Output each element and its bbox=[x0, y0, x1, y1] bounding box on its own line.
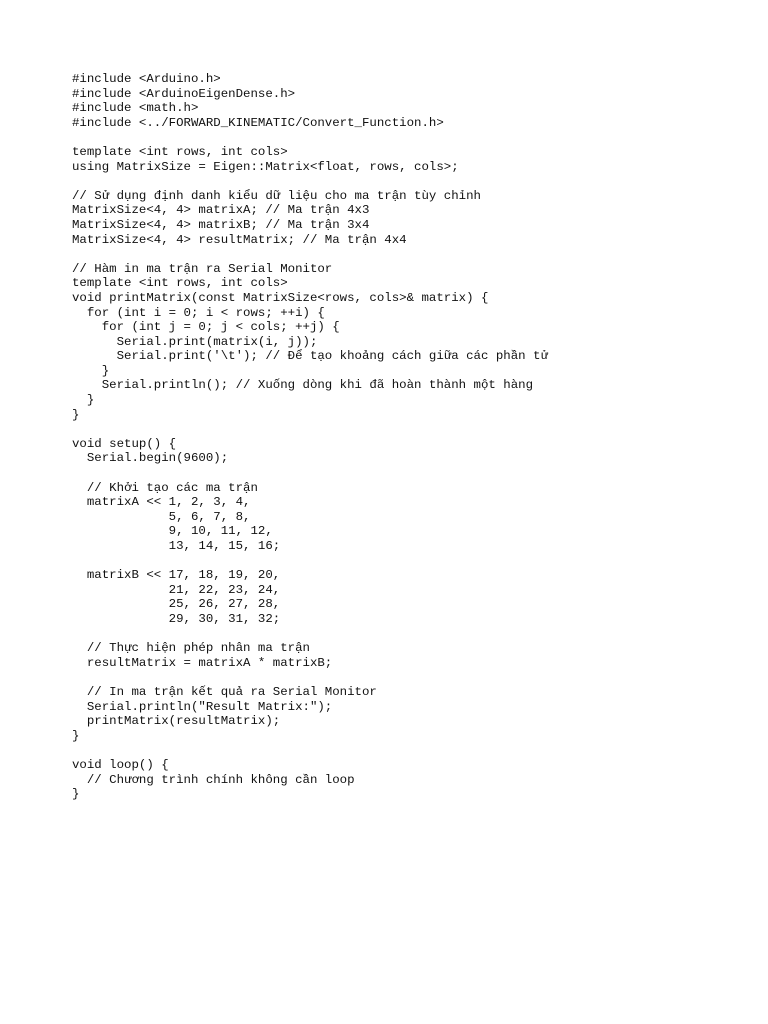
code-line bbox=[72, 247, 548, 262]
code-line: // Sử dụng định danh kiểu dữ liệu cho ma trận tùy chỉnh bbox=[72, 188, 481, 203]
code-line: #include <Arduino.h> bbox=[72, 72, 221, 86]
code-line: 5, 6, 7, 8, bbox=[72, 509, 251, 524]
code-line: } bbox=[72, 393, 95, 408]
code-line: 13, 14, 15, 16; bbox=[72, 539, 281, 553]
code-line bbox=[72, 130, 548, 145]
code-line: template <int rows, int cols> bbox=[72, 276, 288, 291]
code-line: Serial.println("Result Matrix:"); bbox=[72, 699, 333, 714]
code-line bbox=[72, 554, 548, 569]
code-line: // Chương trình chính không cần loop bbox=[72, 772, 355, 787]
code-line: #include <ArduinoEigenDense.h> bbox=[72, 86, 296, 101]
code-line: for (int j = 0; j < cols; ++j) { bbox=[72, 320, 340, 335]
code-line bbox=[72, 743, 548, 758]
code-line: 29, 30, 31, 32; bbox=[72, 611, 281, 626]
code-line: for (int i = 0; i < rows; ++i) { bbox=[72, 305, 325, 320]
code-line: #include <../FORWARD_KINEMATIC/Convert_Function.h> bbox=[72, 115, 444, 130]
code-line: void setup() { bbox=[72, 436, 177, 451]
code-line bbox=[72, 670, 548, 685]
code-line: 21, 22, 23, 24, bbox=[72, 582, 281, 597]
code-line: Serial.print('\t'); // Để tạo khoảng cách giữa các phần tử bbox=[72, 349, 548, 364]
code-line: Serial.begin(9600); bbox=[72, 451, 229, 466]
code-line: #include <math.h> bbox=[72, 101, 199, 116]
code-line: MatrixSize<4, 4> matrixB; // Ma trận 3x4 bbox=[72, 217, 370, 232]
code-line: resultMatrix = matrixA * matrixB; bbox=[72, 655, 333, 670]
code-line: 9, 10, 11, 12, bbox=[72, 524, 273, 539]
code-line: // In ma trận kết quả ra Serial Monitor bbox=[72, 684, 377, 699]
code-line: matrixB << 17, 18, 19, 20, bbox=[72, 568, 281, 583]
code-line: // Khởi tạo các ma trận bbox=[72, 480, 258, 495]
code-line: } bbox=[72, 407, 80, 422]
code-line: } bbox=[72, 728, 80, 743]
code-line: MatrixSize<4, 4> matrixA; // Ma trận 4x3 bbox=[72, 203, 370, 218]
code-line bbox=[72, 627, 548, 642]
code-line: Serial.println(); // Xuống dòng khi đã hoàn thành một hàng bbox=[72, 378, 534, 393]
code-line: } bbox=[72, 363, 110, 378]
code-line bbox=[72, 422, 548, 437]
code-line: // Thực hiện phép nhân ma trận bbox=[72, 641, 310, 656]
code-line: template <int rows, int cols> bbox=[72, 144, 288, 159]
code-line: matrixA << 1, 2, 3, 4, bbox=[72, 495, 251, 510]
code-line: } bbox=[72, 787, 80, 802]
code-line bbox=[72, 174, 548, 189]
code-line: void loop() { bbox=[72, 757, 169, 772]
code-line: Serial.print(matrix(i, j)); bbox=[72, 334, 318, 349]
code-line bbox=[72, 466, 548, 481]
code-line: void printMatrix(const MatrixSize<rows, cols>& matrix) { bbox=[72, 290, 489, 305]
code-line: printMatrix(resultMatrix); bbox=[72, 714, 281, 729]
code-line: 25, 26, 27, 28, bbox=[72, 597, 281, 612]
code-line: using MatrixSize = Eigen::Matrix<float, rows, cols>; bbox=[72, 159, 459, 174]
code-line: MatrixSize<4, 4> resultMatrix; // Ma trận 4x4 bbox=[72, 232, 407, 247]
code-block bbox=[72, 72, 548, 802]
code-line: // Hàm in ma trận ra Serial Monitor bbox=[72, 261, 333, 276]
